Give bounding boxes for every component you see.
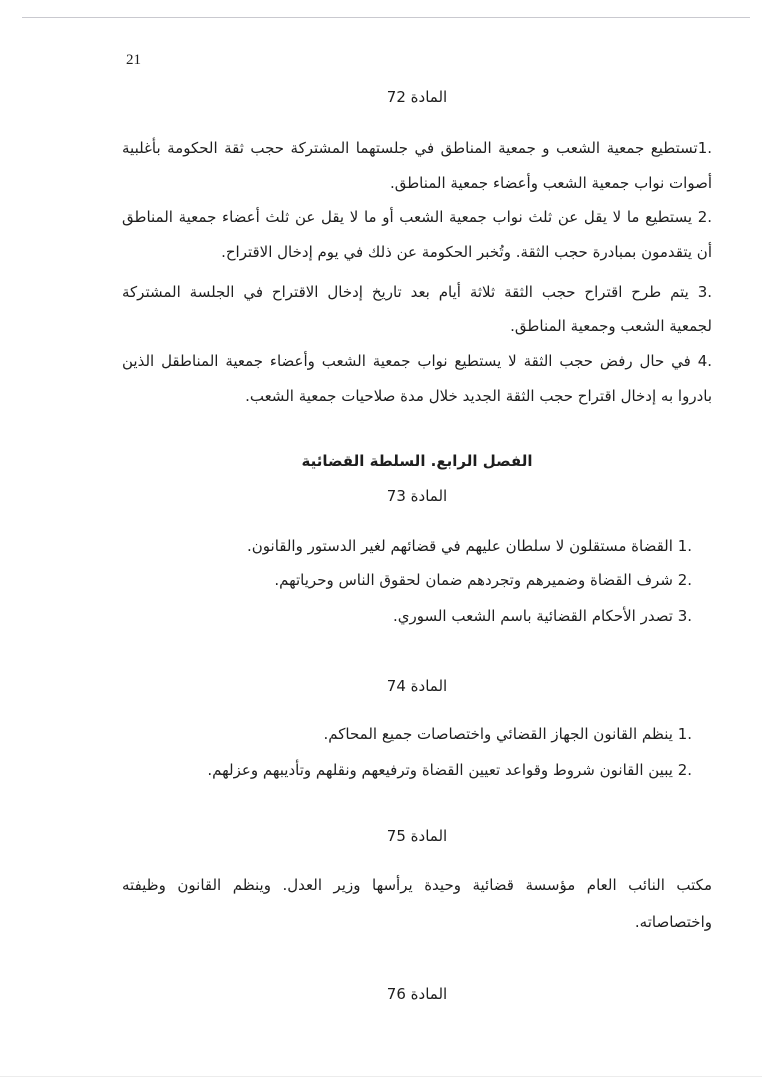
article-72-item-3-line-1 bbox=[122, 280, 712, 304]
article-73-item-1 bbox=[122, 534, 692, 558]
article-72-item-4-line-1 bbox=[122, 349, 712, 373]
article-72-item-2-line-1 bbox=[122, 205, 712, 229]
article-75-title: المادة 75 bbox=[386, 827, 448, 845]
article-75-line-1: مكتب النائب العام مؤسسة قضائية وحيدة يرأسها وزير العدل. وينظم القانون وظيفته bbox=[122, 876, 712, 894]
article-72-item-2-line-2: أن يتقدمون بمبادرة حجب الثقة. وتُخبر الحكومة عن ذلك في يوم إدخال الاقتراح. bbox=[221, 243, 712, 261]
chapter-heading: الفصل الرابع. السلطة القضائية bbox=[301, 452, 533, 470]
article-75-line-2: واختصاصاته. bbox=[634, 913, 712, 931]
article-73-item-2 bbox=[122, 568, 692, 592]
item-text: شرف القضاة وضميرهم وتجردهم ضمان لحقوق الناس وحرياتهم. bbox=[274, 571, 673, 589]
article-72-title: المادة 72 bbox=[386, 88, 448, 106]
page-number: 21 bbox=[126, 52, 141, 68]
item-text: يبين القانون شروط وقواعد تعيين القضاة وترفيعهم ونقلهم وتأديبهم وعزلهم. bbox=[207, 761, 673, 779]
item-text: تستطيع جمعية الشعب و جمعية المناطق في جلستهما المشتركة حجب ثقة الحكومة بأغلبية bbox=[122, 139, 698, 157]
article-74-title: المادة 74 bbox=[386, 677, 448, 695]
article-72-item-1-line-2: أصوات نواب جمعية الشعب وأعضاء جمعية المناطق. bbox=[389, 174, 712, 192]
article-72-item-4-line-2: بادروا به إدخال اقتراح حجب الثقة الجديد خلال مدة صلاحيات جمعية الشعب. bbox=[245, 387, 712, 405]
item-text: القضاة مستقلون لا سلطان عليهم في قضائهم لغير الدستور والقانون. bbox=[247, 537, 673, 555]
item-text: ينظم القانون الجهاز القضائي واختصاصات جميع المحاكم. bbox=[323, 725, 673, 743]
article-73-item-3 bbox=[122, 604, 692, 628]
item-number: 1. bbox=[697, 139, 712, 157]
item-number: 2. bbox=[677, 761, 692, 779]
article-72-item-1-line-1 bbox=[122, 136, 712, 160]
item-text: يستطيع ما لا يقل عن ثلث نواب جمعية الشعب أو ما لا يقل عن ثلث أعضاء جمعية المناطق bbox=[122, 208, 693, 226]
item-number: 1. bbox=[677, 725, 692, 743]
item-number: 1. bbox=[677, 537, 692, 555]
item-number: 2. bbox=[677, 571, 692, 589]
item-text: في حال رفض حجب الثقة لا يستطيع نواب جمعية الشعب وأعضاء جمعية المناطقل الذين bbox=[122, 352, 691, 370]
item-text: يتم طرح اقتراح حجب الثقة ثلاثة أيام بعد تاريخ إدخال الاقتراح في الجلسة المشتركة bbox=[122, 283, 689, 301]
article-76-title: المادة 76 bbox=[386, 985, 448, 1003]
article-74-item-2 bbox=[122, 758, 692, 782]
item-number: 4. bbox=[697, 352, 712, 370]
article-73-title: المادة 73 bbox=[386, 487, 448, 505]
item-number: 3. bbox=[697, 283, 712, 301]
item-text: تصدر الأحكام القضائية باسم الشعب السوري. bbox=[392, 607, 673, 625]
article-74-item-1 bbox=[122, 722, 692, 746]
item-number: 2. bbox=[697, 208, 713, 226]
article-72-item-3-line-2: لجمعية الشعب وجمعية المناطق. bbox=[510, 317, 712, 335]
item-number: 3. bbox=[677, 607, 692, 625]
scan-edge-line-bottom bbox=[0, 1076, 762, 1077]
scan-edge-line bbox=[22, 17, 750, 18]
